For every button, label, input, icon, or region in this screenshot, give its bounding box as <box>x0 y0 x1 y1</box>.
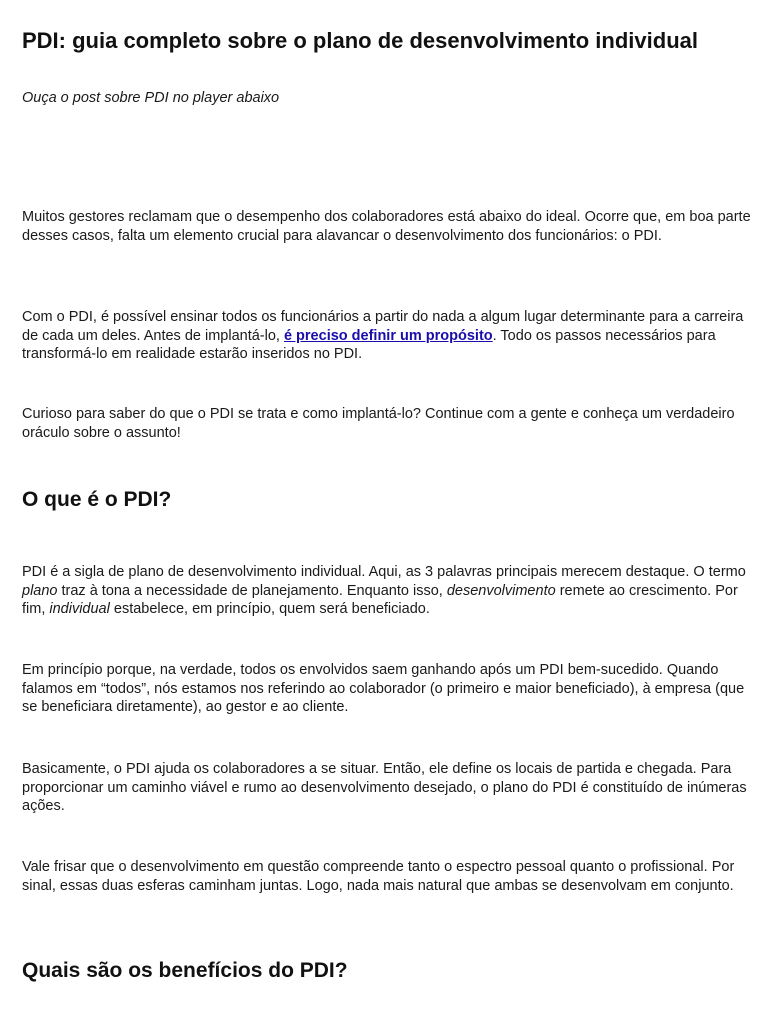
section1-paragraph-4: Vale frisar que o desenvolvimento em questão compreende tanto o espectro pessoal quanto o profissional. Por sinal, essas duas esferas caminham juntas. Logo, nada mais natural que ambas se desenvolvam em conjunto. <box>22 859 735 894</box>
section1-paragraph-3: Basicamente, o PDI ajuda os colaboradores a se situar. Então, ele define os locais de partida e chegada. Para proporcionar um caminho viável e rumo ao desenvolvimento desejado, o plano do PDI é constituído de inúmeras ações. <box>22 761 747 814</box>
section1-paragraph-1 <box>22 563 752 619</box>
audio-player-caption: Ouça o post sobre PDI no player abaixo <box>22 90 280 106</box>
section1-p1-text-2: traz à tona a necessidade de planejamento. Enquanto isso, <box>57 582 447 599</box>
term-plano: plano <box>22 582 58 599</box>
section-heading-benefits: Quais são os benefícios do PDI? <box>22 959 348 982</box>
term-desenvolvimento: desenvolvimento <box>446 582 556 599</box>
intro-paragraph-3: Curioso para saber do que o PDI se trata e como implantá-lo? Continue com a gente e conheça um verdadeiro oráculo sobre o assunto! <box>22 406 735 441</box>
section1-p1-text-3: remete ao crescimento. Por fim, <box>22 582 738 617</box>
intro-paragraph-1: Muitos gestores reclamam que o desempenho dos colaboradores está abaixo do ideal. Ocorre que, em boa parte desses casos, falta um elemento crucial para alavancar o desenvolvimento dos funcionários: o PDI. <box>22 209 751 244</box>
section1-p1-text-4: estabelece, em princípio, quem será beneficiado. <box>109 601 430 617</box>
term-individual: individual <box>49 601 110 617</box>
section-heading-what-is-pdi: O que é o PDI? <box>22 488 172 511</box>
section1-p1-text-1: PDI é a sigla de plano de desenvolvimento individual. Aqui, as 3 palavras principais merecem destaque. O termo <box>22 564 746 580</box>
purpose-link[interactable]: é preciso definir um propósito <box>283 327 493 344</box>
page-title: PDI: guia completo sobre o plano de desenvolvimento individual <box>22 28 698 53</box>
intro-paragraph-2-text-a: Com o PDI, é possível ensinar todos os funcionários a partir do nada a algum lugar determinante para a carreira de cada um deles. Antes de implantá-lo, <box>22 309 744 344</box>
intro-paragraph-2-text-b: . Todo os passos necessários para transformá-lo em realidade estarão inseridos no PDI. <box>22 327 716 362</box>
intro-paragraph-2 <box>22 308 752 364</box>
section1-paragraph-2: Em princípio porque, na verdade, todos os envolvidos saem ganhando após um PDI bem-sucedido. Quando falamos em “todos”, nós estamos nos referindo ao colaborador (o primeiro e maior beneficiado), à empresa (que se beneficiara diretamente), ao gestor e ao cliente. <box>22 662 745 715</box>
